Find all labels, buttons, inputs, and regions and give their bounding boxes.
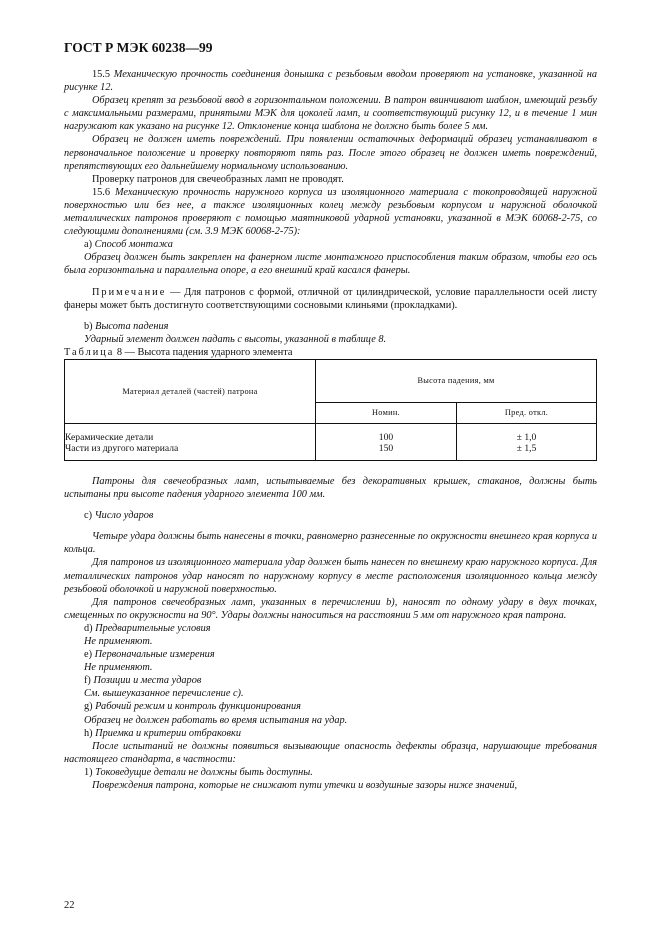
- drop-height-table: [64, 359, 597, 461]
- clause-text: Механическую прочность наружного корпуса из изоляционного материала с токопроводящей наружной поверхностью или без нее, а также изоляционных колец между резьбовым корпусом и наружной оболочкой металлических патронов проверяют с помощью маятниковой ударной установки, указанной в МЭК 60068-2-75, со следующими дополнениями (см. 3.9 МЭК 60068-2-75):: [64, 186, 598, 238]
- header-nominal: Номин.: [316, 402, 457, 423]
- list-label: 1): [84, 766, 93, 778]
- clause-15-5: [64, 68, 597, 94]
- table-caption: [64, 346, 597, 359]
- subclause-f: [64, 674, 597, 687]
- document-body: [64, 68, 597, 792]
- subclause-c: [64, 509, 597, 522]
- clause-text: Механическую прочность соединения донышка с резьбовым вводом проверяют на установке, указанной на рисунке 12.: [64, 69, 597, 94]
- subclause-title: Позиции и места ударов: [93, 675, 202, 687]
- paragraph: После испытаний не должны появиться вызывающие опасность дефекты образца, нарушающие требования настоящего стандарта, в частности:: [64, 740, 597, 765]
- paragraph: Образец не должен иметь повреждений. При появлении остаточных деформаций образец устанавливают в первоначальное положение и проверку повторяют пять раз. После этого образец не должен иметь повреждений, препятствующих его дальнейшему нормальному использованию.: [64, 134, 597, 172]
- page-number: 22: [64, 900, 75, 911]
- tolerance-cell: [457, 423, 597, 460]
- table-cell: Керамические детали: [65, 431, 154, 443]
- note-text: — Для патронов с формой, отличной от цилиндрической, условие параллельности осей листу фанеры может быть достигнуто соответствующими сосновыми клиньями (прокладками).: [64, 286, 597, 311]
- subclause-title: Приемка и критерии отбраковки: [95, 727, 241, 739]
- subclause-title: Способ монтажа: [94, 239, 173, 251]
- list-label: f): [84, 675, 91, 687]
- standard-header: ГОСТ Р МЭК 60238—99: [64, 40, 213, 55]
- note: [64, 286, 597, 312]
- table-caption-label: Таблица: [64, 346, 115, 358]
- header-tolerance: Пред. откл.: [457, 402, 597, 423]
- table-cell: ± 1,5: [516, 442, 537, 454]
- header-material: Материал деталей (частей) патрона: [65, 359, 316, 423]
- list-label: d): [84, 622, 93, 634]
- paragraph: Образец должен быть закреплен на фанерном листе монтажного приспособления таким образом, чтобы его ось была горизонтальна и параллельна опоре, а его внешний край касался фанеры.: [64, 252, 597, 277]
- nominal-cell: [316, 423, 457, 460]
- list-label: h): [84, 727, 93, 739]
- list-label: e): [84, 649, 92, 661]
- subclause-a: [64, 238, 597, 251]
- paragraph: Повреждения патрона, которые не снижают пути утечки и воздушные зазоры ниже значений,: [92, 780, 518, 792]
- paragraph: Ударный элемент должен падать с высоты, указанной в таблице 8.: [84, 333, 387, 345]
- subclause-title: Высота падения: [95, 320, 169, 332]
- list-text: Токоведущие детали не должны быть доступны.: [95, 766, 313, 778]
- subclause-title: Предварительные условия: [95, 622, 211, 634]
- subclause-title: Рабочий режим и контроль функционирования: [95, 701, 301, 713]
- paragraph: Для патронов из изоляционного материала удар должен быть нанесен по внешнему краю наружного корпуса. Для металлических патронов удар наносят по наружному корпусу в месте расположения изоляционного кольца между резьбовой оболочкой и наружной поверхностью.: [64, 557, 597, 595]
- paragraph: Образец крепят за резьбовой ввод в горизонтальном положении. В патрон ввинчивают шаблон, имеющий резьбу с максимальными размерами, принятыми МЭК для цоколей ламп, и соответствующий рисунку 12, и в течение 1 мин нагружают как указано на рисунке 12. Отклонение конца шаблона не должно быть более 5 мм.: [64, 95, 597, 133]
- note-label: Примечание: [92, 286, 167, 298]
- clause-number: 15.6: [92, 186, 111, 198]
- table-caption-text: 8 — Высота падения ударного элемента: [116, 346, 293, 358]
- list-label: g): [84, 701, 93, 713]
- paragraph: См. вышеуказанное перечисление c).: [84, 688, 244, 700]
- paragraph: Образец не должен работать во время испытания на удар.: [84, 714, 348, 726]
- clause-number: 15.5: [92, 69, 111, 80]
- table-cell: ± 1,0: [516, 431, 537, 443]
- subclause-g: [64, 700, 597, 713]
- subclause-b: [64, 320, 597, 333]
- table-cell: 100: [378, 431, 394, 443]
- paragraph: Для патронов свечеобразных ламп, указанных в перечислении b), наносят по одному удару в двух точках, смещенных по окружности на 90°. Удары должны наноситься на расстоянии 5 мм от наружного края патрона.: [64, 596, 597, 621]
- subclause-title: Число ударов: [94, 510, 154, 522]
- paragraph: Проверку патронов для свечеобразных ламп не проводят.: [92, 173, 344, 185]
- subclause-e: [64, 648, 597, 661]
- table-cell: 150: [378, 442, 394, 454]
- list-label: c): [84, 510, 92, 522]
- subclause-title: Первоначальные измерения: [94, 649, 215, 661]
- material-cell: [65, 423, 316, 460]
- paragraph: Четыре удара должны быть нанесены в точки, равномерно разнесенные по окружности внешнего края корпуса и кольца.: [64, 531, 597, 556]
- table-cell: Части из другого материала: [65, 442, 179, 454]
- subclause-h: [64, 727, 597, 740]
- list-item-1: [64, 766, 597, 779]
- subclause-d: [64, 622, 597, 635]
- paragraph: Не применяют.: [84, 662, 153, 674]
- paragraph: Не применяют.: [84, 636, 153, 647]
- list-label: b): [84, 320, 93, 332]
- list-label: a): [84, 239, 92, 251]
- clause-15-6: [64, 186, 597, 238]
- header-drop-height: Высота падения, мм: [316, 359, 597, 402]
- paragraph: Патроны для свечеобразных ламп, испытываемые без декоративных крышек, стаканов, должны быть испытаны при высоте падения ударного элемента 100 мм.: [64, 475, 597, 501]
